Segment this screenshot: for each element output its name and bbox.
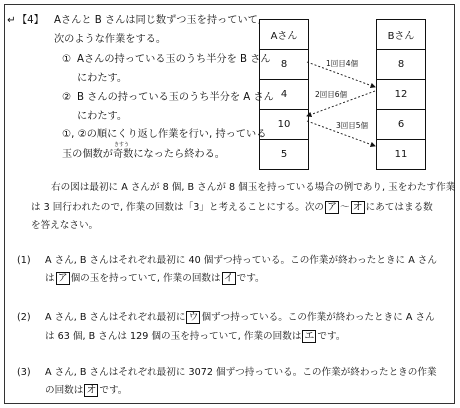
- q2-line-1: [45, 311, 435, 324]
- explanation-line-2-end: にあてはまる数: [365, 202, 433, 213]
- header-a: Aさん: [260, 20, 309, 50]
- explanation-line-2: [31, 201, 433, 214]
- q2-line-1-end: 個ずつ持っている。この作業が終わったときに A さん: [201, 312, 435, 323]
- q1-line-2-end: です。: [236, 273, 265, 284]
- b-value: 6: [377, 110, 426, 140]
- return-mark: ↵: [7, 15, 16, 26]
- step1-line-2: にわたす。: [77, 73, 128, 84]
- answer-box-e: エ: [304, 331, 315, 342]
- transfer-label-1: 1回目4個: [325, 59, 359, 68]
- step2-line-1: B さんの持っている玉のうち半分を A さん: [77, 92, 274, 103]
- intro-line-2: 次のような作業をする。: [54, 34, 167, 45]
- q2-line-2-end: です。: [317, 331, 346, 342]
- problem-number: 【4】: [17, 15, 44, 26]
- transfer-label-2: 2回目6個: [314, 90, 348, 99]
- q1-number: (1): [17, 255, 31, 266]
- rule-line-2-after: になったら終わる。: [133, 149, 225, 160]
- step2-mark: ②: [62, 92, 72, 103]
- b-value: 11: [377, 140, 426, 170]
- q3-line-1: A さん, B さんはそれぞれ最初に 3072 個ずつ持っている。この作業が終わったときの作業: [45, 367, 437, 378]
- answer-box-a: ア: [327, 202, 338, 213]
- explanation-line-2-text: は 3 回行われたので, 作業の回数は「3」と考えることにする。次の: [31, 202, 325, 213]
- q2-line-1-pre: A さん, B さんはそれぞれ最初に: [45, 312, 186, 323]
- q1-line-2-mid: 個の玉を持っていて, 作業の回数は: [70, 273, 221, 284]
- q3-line-2-end: です。: [99, 385, 128, 396]
- answer-box-o: オ: [352, 202, 363, 213]
- kisu-base: 奇数: [112, 149, 134, 160]
- q1-line-1: A さん, B さんはそれぞれ最初に 40 個ずつ持っている。この作業が終わったときに A さん: [45, 255, 437, 266]
- explanation-line-3: を答えなさい。: [31, 220, 99, 231]
- q1-line-2-pre: は: [45, 273, 55, 284]
- a-value: 4: [260, 80, 309, 110]
- transfer-label-3: 3回目5個: [335, 121, 369, 130]
- q3-line-2: [45, 384, 127, 397]
- answer-box-a: ア: [57, 273, 68, 284]
- rule-line-1: ①, ②の順にくり返し作業を行い, 持っている: [62, 129, 267, 140]
- tilde: ～: [340, 202, 350, 213]
- header-b: Bさん: [377, 20, 426, 50]
- q2-number: (2): [17, 312, 31, 323]
- answer-box-u: ウ: [188, 312, 199, 323]
- q2-line-2: [45, 330, 345, 343]
- kisu-ruby: きすう: [113, 142, 129, 148]
- intro-line-1: Aさんと B さんは同じ数ずつ玉を持っていて,: [54, 15, 262, 26]
- a-value: 5: [260, 140, 309, 170]
- step1-line-1: Aさんの持っている玉のうち半分を B さん: [77, 54, 271, 65]
- q1-line-2: [45, 272, 265, 285]
- step2-line-2: にわたす。: [77, 111, 128, 122]
- rule-line-2-before: 玉の個数が: [62, 149, 113, 160]
- a-value: 10: [260, 110, 309, 140]
- b-value: 12: [377, 80, 426, 110]
- answer-box-i: イ: [223, 273, 234, 284]
- answer-box-o: オ: [86, 385, 97, 396]
- a-value: 8: [260, 50, 309, 80]
- q3-line-2-pre: の回数は: [45, 385, 84, 396]
- q2-line-2-pre: は 63 個, B さんは 129 個の玉を持っていて, 作業の回数は: [45, 331, 302, 342]
- q3-number: (3): [17, 367, 31, 378]
- explanation-line-1: 右の図は最初に A さんが 8 個, B さんが 8 個玉を持っている場合の例であり, 玉をわたす作業: [51, 182, 456, 193]
- step1-mark: ①: [62, 54, 72, 65]
- b-value: 8: [377, 50, 426, 80]
